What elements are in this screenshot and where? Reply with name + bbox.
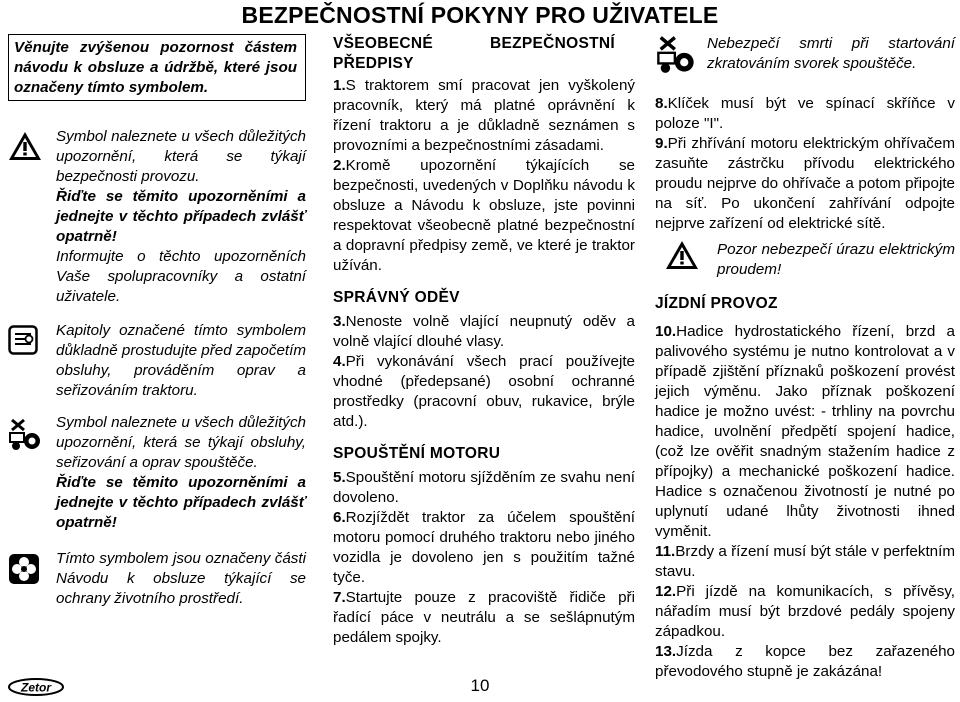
wrench-tractor-icon [8, 413, 56, 451]
warning-triangle-icon [655, 240, 717, 276]
rule-item: 4.Při vykonávání všech prací používejte vhodné (předepsané) osobní ochranné prostředky (pracovní obuv, rukavice, brýle atd.). [333, 353, 635, 430]
warning-symbol-text: Symbol naleznete u všech důležitých upozornění, která se týkají bezpečnosti provozu. [56, 128, 306, 185]
symbols-column [8, 34, 306, 609]
service-symbol-emphasis: Řiďte se těmito upozorněními a jednejte v těchto případech zvlášť opatrně! [56, 474, 306, 531]
service-symbol-text: Symbol naleznete u všech důležitých upozornění, která se týkají obsluhy, seřizování a oprav spouštěče. [56, 414, 306, 471]
manual-symbol-text: Kapitoly označené tímto symbolem důkladně prostudujte před započetím obsluhy, prováděním oprav a seřizováním traktoru. [56, 322, 306, 399]
heading-driving: JÍZDNÍ PROVOZ [655, 295, 778, 312]
warning-symbol-section [8, 127, 306, 307]
starter-warning [655, 34, 955, 80]
rule-item: 5.Spouštění motoru sjížděním ze svahu není dovoleno. [333, 469, 635, 506]
service-symbol-section [8, 413, 306, 533]
rule-item: 3.Nenoste volně vlající neupnutý oděv a volně vlající dlouhé vlasy. [333, 313, 635, 350]
electric-warning [655, 240, 955, 280]
svg-text:Zetor: Zetor [21, 680, 51, 695]
page-title: BEZPEČNOSTNÍ POKYNY PRO UŽIVATELE [241, 2, 719, 28]
intro-box: Věnujte zvýšenou pozornost částem návodu k obsluze a údržbě, které jsou označeny tímto symbolem. [8, 34, 306, 101]
starter-warning-text: Nebezpečí smrti při startování zkratováním svorek spouštěče. [707, 35, 955, 72]
rule-item: 6.Rozjíždět traktor za účelem spouštění motoru pomocí druhého traktoru nebo jiného vozidla je dovoleno jen s použitím tažné tyče. [333, 509, 635, 586]
rule-item: 10.Hadice hydrostatického řízení, brzd a palivového systému je nutno kontrolovat a v případě zjištění příznaků poškození provést jejich výměnu. Jako příznak poškození hadice je možno uvést: - trhliny na povrchu hadice, uvolnění předpětí spojení hadice, (což lze ověřit snadným stažením hadice z přípojky) a mechanické poškození hadice. Hadice s označenou životností je nutné po uplynutí udané lhůty životnosti ihned vyměnit. [655, 323, 955, 540]
rule-item: 1.S traktorem smí pracovat jen vyškolený pracovník, který má platné oprávnění k řízení traktoru a je důkladně seznámen s provozními a bezpečnostními zásadami. [333, 77, 635, 154]
heading-general-rules: VŠEOBECNÉ BEZPEČNOSTNÍ PŘEDPISY [333, 35, 615, 72]
rule-item: 9.Při zhřívání motoru elektrickým ohřívačem zasuňte zástrčku přívodu elektrického proudu nejprve do ohřívače a potom připojte na síť. Po ukončení zahřívání odpojte nejprve zařízení od elektrické sítě. [655, 135, 955, 232]
flower-environment-icon [8, 549, 56, 585]
manual-symbol-section [8, 321, 306, 401]
rule-item: 12.Při jízdě na komunikacích, s přívěsy, nářadím musí být brzdové pedály spojeny západkou. [655, 583, 955, 640]
environment-symbol-text: Tímto symbolem jsou označeny části Návodu k obsluze týkající se ochrany životního prostředí. [56, 550, 306, 607]
warning-symbol-emphasis: Řiďte se těmito upozorněními a jednejte v těchto případech zvlášť opatrně! [56, 188, 306, 245]
environment-symbol-section [8, 549, 306, 609]
manual-book-icon [8, 321, 56, 355]
operation-column [655, 34, 955, 682]
electric-warning-text: Pozor nebezpečí úrazu elektrickým proudem! [717, 241, 955, 278]
zetor-logo [8, 678, 64, 701]
rule-item: 7.Startujte pouze z pracoviště řidiče při řadící páce v neutrálu a se sešlápnutým pedálem spojky. [333, 589, 635, 646]
warning-symbol-note: Informujte o těchto upozorněních Vaše spolupracovníky a ostatní uživatele. [56, 248, 306, 305]
rule-item: 13.Jízda z kopce bez zařazeného převodového stupně je zakázána! [655, 643, 955, 680]
general-safety-column [333, 34, 635, 648]
rule-item: 11.Brzdy a řízení musí být stále v perfektním stavu. [655, 543, 955, 580]
wrench-tractor-icon [655, 34, 707, 80]
heading-clothing: SPRÁVNÝ ODĚV [333, 289, 460, 306]
rule-item: 8.Klíček musí být ve spínací skříňce v poloze "I". [655, 95, 955, 132]
warning-triangle-icon [8, 127, 56, 161]
page-number: 10 [470, 676, 490, 695]
rule-item: 2.Kromě upozornění týkajících se bezpečnosti, uvedených v Doplňku návodu k obsluze a Návodu k obsluze, jste povinni respektovat všeobecně platné bezpečnostní a dopravní předpisy země, ve které je traktor užíván. [333, 157, 635, 274]
heading-engine-start: SPOUŠTĚNÍ MOTORU [333, 445, 501, 462]
